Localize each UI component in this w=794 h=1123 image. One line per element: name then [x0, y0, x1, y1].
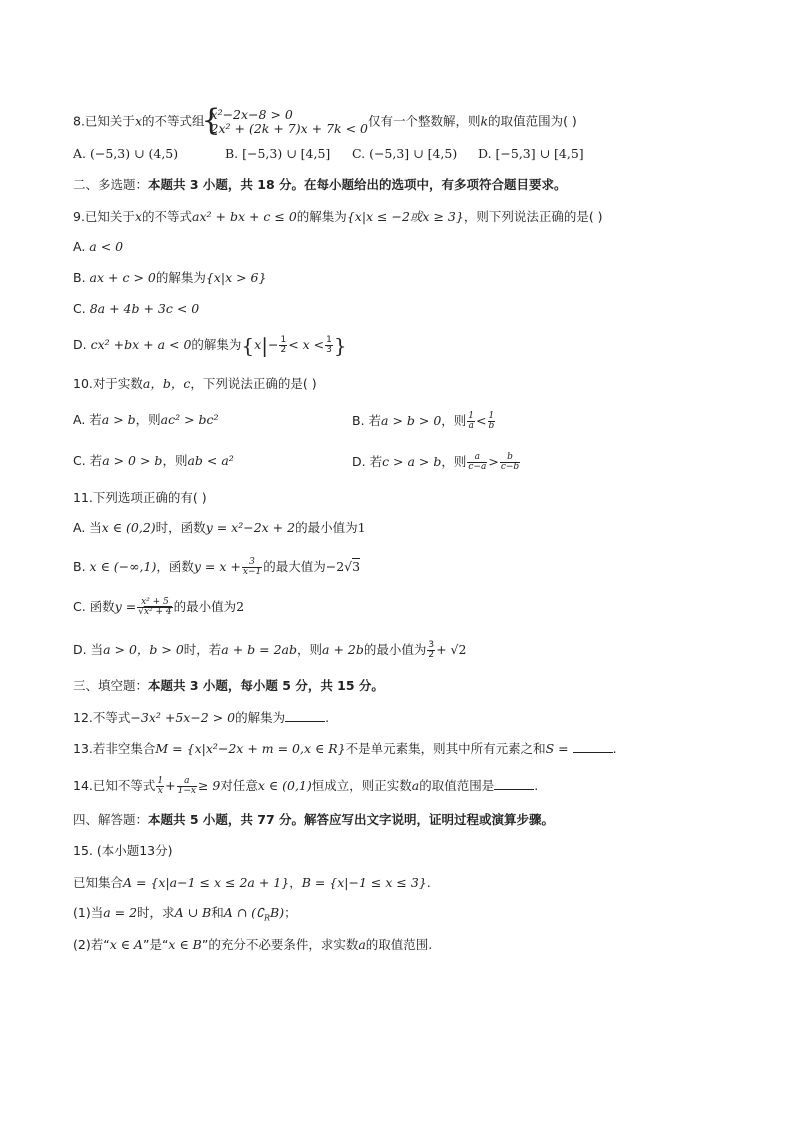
q9-ineq: ax² + bx + c ≤ 0: [192, 209, 297, 224]
q11-b-frac: $\frac{3}{x-1}$: [242, 557, 262, 577]
q10-b: ，下列说法正确的是( ): [190, 376, 317, 391]
q9-a: 9.已知关于: [73, 209, 135, 224]
section-2-title: 二、多选题：: [73, 177, 149, 192]
q15-p1a: (1)当: [73, 905, 104, 920]
q13-s: S =: [545, 741, 569, 756]
q14: 14.已知不等式 $\frac{1}{x}$ + $\frac{a}{1-x}$ ≥ 9对任意x ∈ (0,1)恒成立，则正实数a的取值范围是 .: [73, 776, 539, 796]
q10-b-label: B. 若: [352, 413, 382, 428]
q10-b1: a > b > 0: [381, 413, 442, 428]
q13-answer-blank[interactable]: [573, 740, 613, 753]
q10-a-label: A. 若: [73, 412, 102, 427]
q8-var-k: k: [480, 113, 489, 129]
q9-b-label: B.: [73, 270, 86, 285]
q9-d-var: x: [254, 337, 262, 352]
q11-stem: 11.下列选项正确的有( ): [73, 490, 207, 505]
section-3-desc: 本题共 3 小题，每小题 5 分，共 15 分。: [148, 678, 384, 693]
q15-l1c: ，: [289, 875, 302, 890]
q10-d1: c > a > b: [382, 454, 442, 469]
q9-stem: [73, 209, 603, 225]
q10-a: 10.对于实数: [73, 376, 143, 391]
q15-p1c: 时，求: [137, 905, 175, 920]
q8-option-c: C. (−5,3] ∪ [4,5): [352, 146, 458, 161]
q11-a3: y = x²−2x + 2: [205, 520, 296, 535]
q9-c-math: 8a + 4b + 3c < 0: [89, 301, 200, 316]
q15-p2b: x ∈ A: [109, 937, 143, 952]
q11-d6: 的最小值为: [363, 642, 427, 657]
q12-b: 的解集为: [235, 710, 286, 725]
q15-p2d: x ∈ B: [168, 937, 202, 952]
q10-option-b: B. 若a > b > 0，则 $\frac{1}{a}$ < $\frac{1}{b}$: [352, 411, 495, 431]
q15-p2f: a: [358, 937, 366, 952]
q9-d-bar: |: [261, 333, 268, 358]
q15-l1a: 已知集合: [73, 875, 124, 890]
q14-b: 对任意: [220, 778, 258, 793]
q8-suffix2: 的取值范围为( ): [488, 113, 577, 129]
q11-a1: x ∈ (0,2): [101, 520, 156, 535]
q11-b5: −2: [325, 559, 345, 574]
q9-d-brace-close: }: [333, 333, 347, 358]
q11-d4: ，则: [297, 642, 323, 657]
q12-answer-blank[interactable]: [285, 709, 325, 722]
q10-b-frac2: $\frac{1}{b}$: [488, 411, 495, 431]
q15-set-b: B = {x|−1 ≤ x ≤ 3}: [301, 875, 427, 890]
q14-a: 14.已知不等式: [73, 778, 156, 793]
q14-m2: x ∈ (0,1): [257, 778, 312, 793]
q11-a4: 的最小值为: [295, 520, 358, 535]
q10-b2: ，则: [441, 413, 467, 428]
section-2-heading: [73, 177, 567, 193]
q8-option-a: A. (−5,3) ∪ (4,5): [73, 146, 179, 161]
q10-option-c: [73, 453, 234, 469]
q9-option-c: [73, 301, 199, 317]
q11-d-label: D. 当: [73, 642, 104, 657]
q9-d-brace-open: {: [241, 333, 255, 358]
q11-d2: 时，若: [183, 642, 222, 657]
q10-vars: a，b，c: [142, 376, 191, 391]
q11-option-d: [73, 641, 466, 660]
q9-d-text: 的解集为: [191, 337, 242, 352]
q14-var: a: [411, 778, 420, 793]
q9-option-b: [73, 270, 266, 286]
q10-d-frac1: $\frac{a}{c-a}$: [468, 452, 487, 472]
q13-b: 不是单元素集，则其中所有元素之和: [345, 741, 546, 756]
q9-b-math: ax + c > 0: [89, 270, 156, 285]
q10-a1: a > b: [101, 412, 136, 427]
q14-m1: ≥ 9: [197, 778, 221, 793]
q15-p2g: 的取值范围.: [365, 937, 433, 952]
q15-p2e: ”的充分不必要条件，求实数: [201, 937, 359, 952]
q15-p1g: R: [264, 913, 271, 923]
q9-a-label: A.: [73, 239, 86, 254]
q14-d: 的取值范围是: [419, 778, 495, 793]
q9-var-x: x: [134, 209, 142, 224]
q12-math: −3x² +5x−2 > 0: [130, 710, 236, 725]
section-3-heading: [73, 678, 384, 694]
q14-e: .: [534, 778, 539, 793]
section-4-desc: 本题共 5 小题，共 77 分。解答应写出文字说明，证明过程或演算步骤。: [148, 812, 555, 827]
q15-l1e: .: [426, 875, 431, 890]
q13: [73, 740, 617, 757]
q15-given: [73, 875, 431, 891]
section-2-desc: 本题共 3 小题，共 18 分。在每小题给出的选项中，有多项符合题目要求。: [148, 177, 567, 192]
q9-d-frac-right: $\frac{1}{3}$: [326, 335, 332, 355]
q10-stem: [73, 376, 317, 392]
q10-a2: ，则: [135, 412, 161, 427]
q11-d3: a + b = 2ab: [221, 642, 297, 657]
q10-c3: ab < a²: [187, 453, 234, 468]
section-4-title: 四、解答题：: [73, 812, 149, 827]
q11-option-b: B. x ∈ (−∞,1)，函数y = x + $\frac{3}{x-1}$ 的最大值为−2√3: [73, 557, 361, 577]
q11-a5: 1: [357, 520, 366, 535]
q14-frac1: $\frac{1}{x}$: [157, 776, 164, 796]
q13-math: M = {x|x²−2x + m = 0,x ∈ R}: [155, 741, 346, 756]
q9-c: 的解集为: [296, 209, 347, 224]
q10-a3: ac² > bc²: [160, 412, 219, 427]
q11-b6: 3: [352, 559, 361, 574]
q11-d7: + √2: [436, 642, 467, 657]
q15-p1h: B): [270, 905, 285, 920]
q8-option-b: B. [−5,3) ∪ [4,5]: [225, 146, 331, 161]
q15-title: 15. (本小题13分): [73, 843, 173, 858]
q11-b2: ，函数: [156, 559, 194, 574]
q15-p1f: A ∩ (∁: [223, 905, 264, 920]
q10-c2: ，则: [162, 453, 188, 468]
q8-mid: 的不等式组: [142, 113, 205, 129]
q11-c1: y =: [114, 599, 137, 614]
q9-option-a: [73, 239, 123, 255]
q10-option-d: D. 若c > a > b，则 $\frac{a}{c-a}$ > $\frac{b}{c-b}$: [352, 452, 520, 472]
q15-p2c: ”是“: [142, 937, 169, 952]
q11-a2: 时，函数: [155, 520, 206, 535]
q13-a: 13.若非空集合: [73, 741, 156, 756]
q11-c-label: C. 函数: [73, 599, 115, 614]
q11-b-label: B.: [73, 559, 86, 574]
q9-d-label: D.: [73, 337, 87, 352]
q15-part1: [73, 905, 297, 927]
q8-eq2: 2x² + (2k + 7)x + 7k < 0: [210, 121, 368, 136]
q15-p1d: A ∪ B: [174, 905, 212, 920]
q15-part2: [73, 937, 432, 953]
q12-c: .: [325, 710, 330, 725]
q9-b-set: {x|x > 6}: [205, 270, 267, 285]
q15-p2a: (2)若“: [73, 937, 110, 952]
q9-b-text: 的解集为: [155, 270, 206, 285]
section-3-title: 三、填空题：: [73, 678, 149, 693]
q12-a: 12.不等式: [73, 710, 131, 725]
q11-d-frac: $\frac{3}{2}$: [428, 640, 435, 660]
q8-stem: [73, 108, 577, 136]
q10-b-frac1: $\frac{1}{a}$: [468, 411, 475, 431]
q10-c-label: C. 若: [73, 453, 103, 468]
q11-c2: 的最小值为: [173, 599, 237, 614]
q11-c3: 2: [236, 599, 245, 614]
q8-var-x: x: [134, 113, 142, 129]
q9-c-label: C.: [73, 301, 86, 316]
q9-d: ，则下列说法正确的是( ): [463, 209, 603, 224]
q9-d-math: cx² +bx + a < 0: [90, 337, 192, 352]
q9-set: {x|x ≤ −2或x ≥ 3}: [346, 209, 464, 224]
q11-a-label: A. 当: [73, 520, 102, 535]
q11-d5: a + 2b: [322, 642, 364, 657]
section-4-heading: [73, 812, 554, 828]
q11-option-c: [73, 598, 244, 617]
q9-b: 的不等式: [142, 209, 193, 224]
q11-b3: y = x +: [193, 559, 241, 574]
q11-b1: x ∈ (−∞,1): [89, 559, 157, 574]
q10-d-frac2: $\frac{b}{c-b}$: [500, 452, 520, 472]
q9-a-math: a < 0: [89, 239, 124, 254]
q14-answer-blank[interactable]: [494, 777, 534, 790]
q9-d-mid: < x <: [288, 337, 325, 352]
q11-d1: a > 0，b > 0: [103, 642, 184, 657]
q11-c-frac: $\frac{\text{x² + 5}}{\text{√x² + 4}}$: [138, 597, 172, 617]
q10-d-label: D. 若: [352, 454, 383, 469]
q8-option-d: D. [−5,3] ∪ [4,5]: [478, 146, 584, 161]
q15-set-a: A = {x|a−1 ≤ x ≤ 2a + 1}: [123, 875, 290, 890]
q9-d-frac-left: $\frac{1}{2}$: [280, 335, 287, 355]
q14-c: 恒成立，则正实数: [311, 778, 412, 793]
q10-option-a: [73, 412, 219, 428]
q11-option-a: [73, 520, 366, 536]
q8-prefix: 8.已知关于: [73, 113, 135, 129]
q12: [73, 709, 329, 726]
q11-b4: 的最大值为: [263, 559, 326, 574]
q15-p1i: ；: [284, 905, 297, 920]
q14-frac2: $\frac{a}{1-x}$: [177, 776, 196, 796]
q15-p1e: 和: [211, 905, 224, 920]
q8-system: [205, 108, 368, 136]
q15-p1b: a = 2: [103, 905, 138, 920]
q8-suffix1: 仅有一个整数解，则: [367, 113, 481, 129]
q10-c1: a > 0 > b: [102, 453, 163, 468]
q10-d2: ，则: [441, 454, 467, 469]
q13-c: .: [612, 741, 617, 756]
q9-option-d: D. cx² +bx + a < 0的解集为{x|− $\frac{1}{2}$ < x < $\frac{1}{3}$ }: [73, 333, 347, 358]
q8-eq1: { x²−2x−8 > 0: [210, 107, 293, 122]
